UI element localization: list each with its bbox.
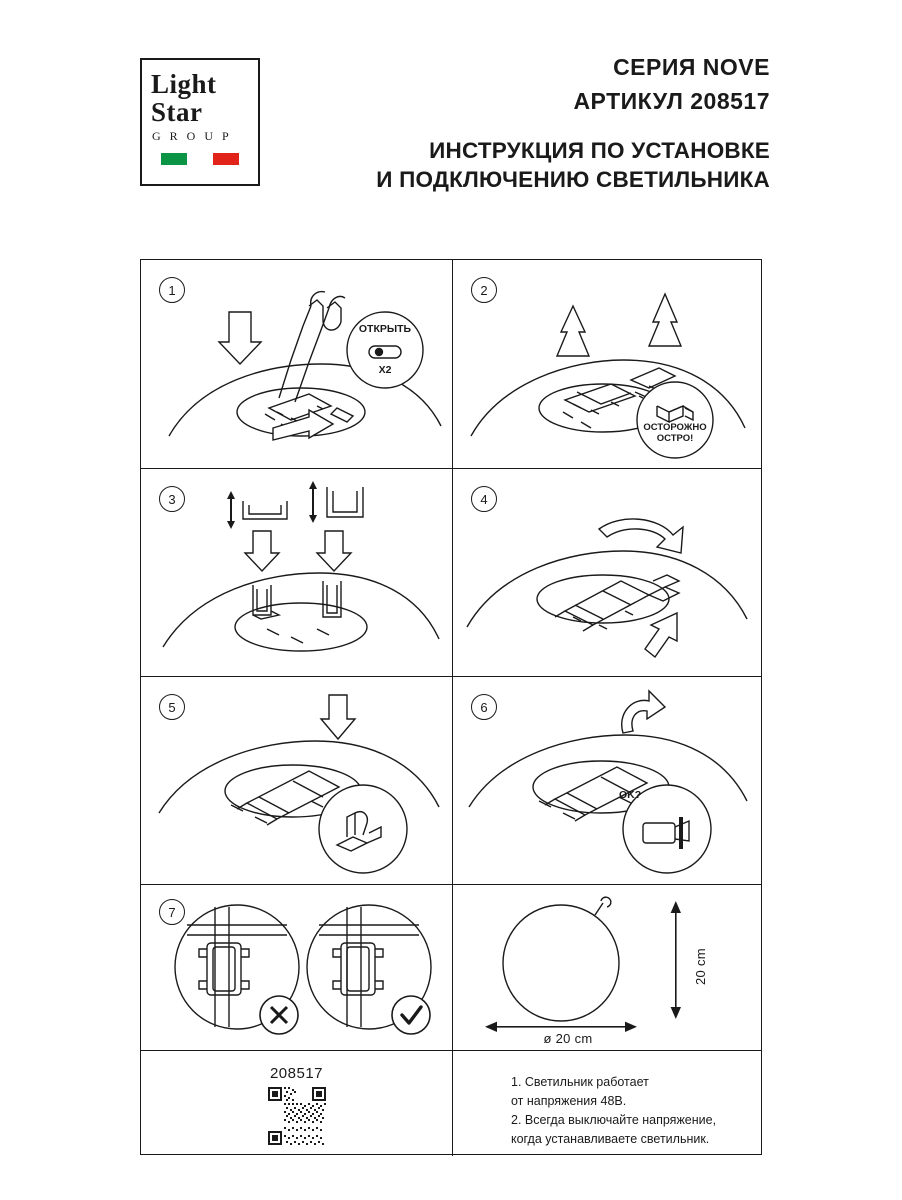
logo-line-3: G R O U P — [152, 129, 232, 143]
step-illustration-7 — [141, 885, 452, 1050]
arrow-curved-icon — [599, 519, 683, 553]
warning-label-line-2: ОСТРО! — [656, 433, 694, 444]
series-title: СЕРИЯ NOVE — [613, 54, 770, 80]
check-mark-icon — [392, 996, 430, 1034]
note-line-1: 1. Светильник работает — [511, 1075, 649, 1089]
height-dimension-arrows — [671, 901, 681, 1019]
dimensions-illustration — [453, 885, 761, 1050]
logo-line-2: Star — [151, 97, 203, 127]
step-cell-6 — [453, 677, 761, 884]
note-line-4: когда устанавливаете светильник. — [511, 1132, 710, 1146]
arrow-curved-small-icon — [622, 691, 665, 733]
step-illustration-4 — [453, 469, 761, 676]
step-number-6: 6 — [471, 694, 497, 720]
logo-line-1: Light — [151, 69, 217, 99]
instruction-title-line-2: И ПОДКЛЮЧЕНИЮ СВЕТИЛЬНИКА — [376, 167, 770, 192]
italian-flag-icon — [161, 153, 239, 165]
step-cell-2 — [453, 260, 761, 468]
sharp-warning-badge — [637, 382, 713, 458]
steps-grid — [140, 259, 762, 1155]
clip-icon-left — [243, 501, 287, 519]
step-cell-4 — [453, 469, 761, 676]
instruction-title-line-1: ИНСТРУКЦИЯ ПО УСТАНОВКЕ — [429, 138, 770, 163]
step-cell-5 — [141, 677, 452, 884]
step-cell-3 — [141, 469, 452, 676]
brand-logo — [140, 58, 260, 186]
open-label: ОТКРЫТЬ — [358, 323, 412, 335]
step-illustration-5 — [141, 677, 452, 884]
height-dimension-label: 20 cm — [693, 948, 708, 985]
arrow-down-icon-right — [317, 531, 351, 571]
note-line-2: от напряжения 48В. — [511, 1094, 627, 1108]
step-cell-1 — [141, 260, 452, 468]
arrow-down-icon — [219, 312, 261, 364]
step-number-5: 5 — [159, 694, 185, 720]
detail-callout-circle — [319, 785, 407, 873]
diameter-dimension-label: ø 20 cm — [543, 1031, 593, 1046]
open-count-label: X2 — [378, 364, 392, 376]
step-cell-7 — [141, 885, 452, 1050]
step-illustration-6 — [453, 677, 761, 884]
title-block — [280, 52, 770, 194]
sku-label: 208517 — [269, 1065, 324, 1082]
dimensions-cell — [453, 885, 761, 1050]
step-illustration-3 — [141, 469, 452, 676]
ok-label: OK? — [619, 789, 642, 801]
arrow-down-icon-left — [245, 531, 279, 571]
arrow-push-icon — [645, 613, 677, 657]
arrow-up-icon-left — [557, 306, 589, 356]
footer-notes-cell — [453, 1051, 761, 1155]
step-number-1: 1 — [159, 277, 185, 303]
arrow-up-icon-right — [649, 294, 681, 346]
footer-sku-cell — [141, 1051, 452, 1155]
height-indicator-left — [227, 491, 235, 529]
header — [140, 52, 770, 212]
clip-icon-right — [327, 487, 363, 517]
step-number-3: 3 — [159, 486, 185, 512]
warning-label-line-1: ОСТОРОЖНО — [643, 422, 707, 433]
qr-code — [268, 1087, 326, 1145]
note-line-3: 2. Всегда выключайте напряжение, — [511, 1113, 717, 1127]
step-number-4: 4 — [471, 486, 497, 512]
step-number-7: 7 — [159, 899, 185, 925]
height-indicator-right — [309, 481, 317, 523]
cross-mark-icon — [260, 996, 298, 1034]
arrow-down-icon — [321, 695, 355, 739]
article-number: АРТИКУЛ 208517 — [573, 88, 770, 114]
step-number-2: 2 — [471, 277, 497, 303]
